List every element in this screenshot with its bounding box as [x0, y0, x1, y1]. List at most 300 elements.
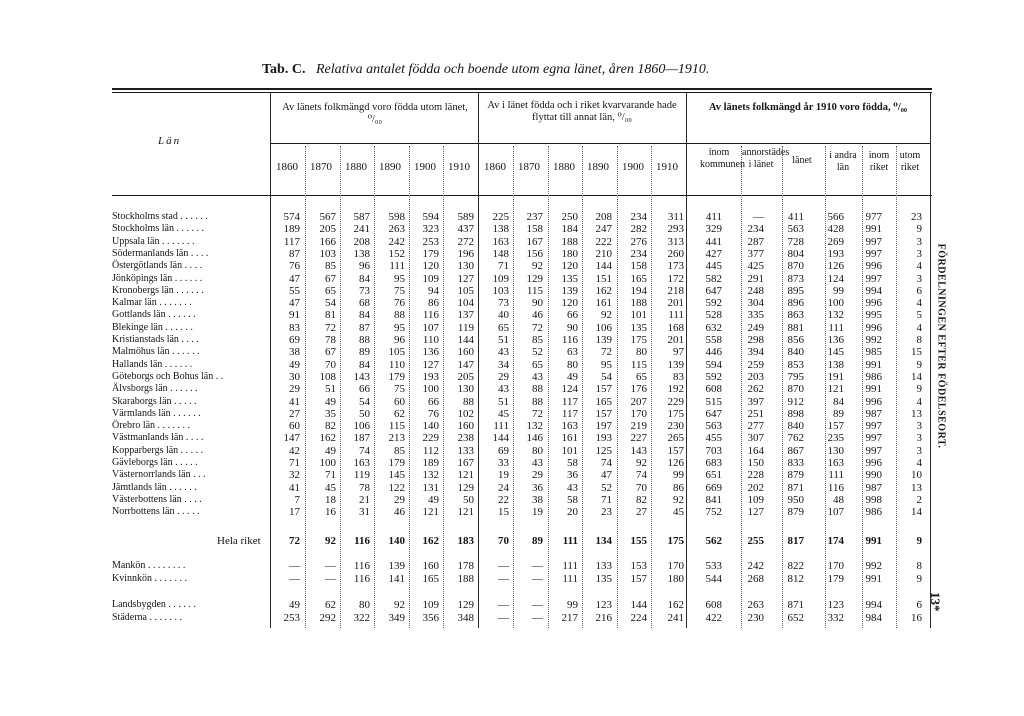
table-cell: 17 [289, 506, 300, 519]
table-cell: 162 [319, 432, 336, 445]
table-cell: 58 [567, 457, 578, 469]
table-cell: 311 [667, 211, 684, 223]
table-cell: 260 [667, 247, 684, 260]
table-cell: 88 [394, 309, 405, 322]
table-cell: 80 [532, 444, 543, 457]
table-cell: 111 [828, 469, 844, 482]
table-cell: 307 [747, 432, 764, 445]
row-label: Kvinnkön . . . . . . . [112, 573, 187, 584]
table-cell: 111 [562, 560, 578, 572]
table-cell: 563 [787, 223, 804, 236]
table-cell: 148 [492, 247, 509, 260]
row-label: Kopparbergs län . . . . . [112, 444, 204, 456]
table-cell: 263 [388, 223, 405, 236]
table-cell: 69 [498, 444, 509, 457]
year-header: 1890 [379, 161, 401, 173]
table-cell: 72 [601, 346, 612, 359]
table-cell: 183 [457, 535, 474, 547]
table-cell: 106 [595, 321, 612, 334]
table-cell: 992 [865, 334, 882, 346]
table-cell: 116 [561, 334, 578, 346]
total-row-label: Hela riket [217, 535, 261, 547]
header-bottom-rule [112, 195, 932, 196]
table-cell: 16 [325, 506, 336, 519]
table-cell: 103 [319, 247, 336, 260]
table-cell: 18 [325, 493, 336, 506]
table-cell: 92 [394, 599, 405, 611]
table-cell: 213 [388, 432, 405, 445]
table-cell: 120 [561, 297, 578, 310]
table-cell: 996 [865, 260, 882, 273]
table-cell: 179 [422, 247, 439, 260]
table-cell: 208 [595, 211, 612, 223]
table-cell: 127 [747, 506, 764, 519]
row-label: Blekinge län . . . . . . [112, 321, 193, 333]
table-cell: 608 [705, 383, 722, 396]
table-cell: 990 [865, 469, 882, 482]
row-label: Värmlands län . . . . . . [112, 407, 201, 419]
table-cell: 997 [865, 235, 882, 248]
table-cell: 173 [667, 260, 684, 273]
table-cell: 121 [422, 506, 439, 519]
table-cell: 230 [667, 420, 684, 433]
table-cell: 292 [319, 612, 336, 624]
table-cell: 158 [526, 223, 543, 236]
table-cell: 179 [388, 457, 405, 469]
table-cell: 158 [630, 260, 647, 273]
table-cell: 269 [827, 235, 844, 248]
table-cell: 598 [388, 211, 405, 223]
table-cell: 163 [561, 420, 578, 433]
table-cell: 188 [630, 297, 647, 310]
row-label: Göteborgs och Bohus län . . [112, 370, 224, 382]
table-cell: 163 [827, 457, 844, 469]
table-cell: 80 [359, 599, 370, 611]
table-cell: 871 [787, 481, 804, 494]
table-cell: 5 [916, 309, 922, 322]
table-cell: 21 [359, 493, 370, 506]
table-cell: 991 [865, 223, 882, 236]
table-cell: 49 [567, 370, 578, 383]
table-cell: 22 [498, 493, 509, 506]
lan-header: Län [158, 135, 182, 147]
table-cell: 437 [457, 223, 474, 236]
table-cell: 397 [747, 395, 764, 408]
table-cell: 16 [911, 612, 922, 624]
table-cell: 116 [353, 573, 370, 585]
table-cell: 65 [532, 358, 543, 371]
table-cell: 157 [667, 444, 684, 457]
row-label: Älvsborgs län . . . . . . [112, 383, 198, 395]
table-cell: 9 [916, 383, 922, 396]
table-cell: 863 [787, 309, 804, 322]
side-heading [930, 226, 952, 466]
table-cell: 8 [916, 334, 922, 346]
table-cell: 121 [457, 506, 474, 519]
table-cell: 119 [353, 469, 370, 482]
table-cell: 31 [359, 506, 370, 519]
table-cell: 205 [319, 223, 336, 236]
table-cell: 13 [911, 481, 922, 494]
table-cell: 83 [673, 370, 684, 383]
table-cell: 515 [705, 395, 722, 408]
table-cell: 574 [283, 211, 300, 223]
table-cell: 71 [601, 493, 612, 506]
table-cell: 632 [705, 321, 722, 334]
table-cell: 950 [787, 493, 804, 506]
table-cell: 235 [827, 432, 844, 445]
table-cell: 566 [827, 211, 844, 223]
table-cell: 162 [595, 284, 612, 297]
table-cell: 90 [567, 321, 578, 334]
year-header: 1900 [622, 161, 644, 173]
table-cell: 348 [457, 612, 474, 624]
table-cell: 208 [353, 235, 370, 248]
table-cell: 349 [388, 612, 405, 624]
table-cell: 207 [630, 395, 647, 408]
year-header: 1890 [587, 161, 609, 173]
table-cell: 41 [289, 481, 300, 494]
table-cell: 86 [673, 481, 684, 494]
table-cell: 156 [526, 247, 543, 260]
table-cell: 234 [630, 247, 647, 260]
table-cell: 8 [916, 560, 922, 572]
table-cell: 126 [667, 457, 684, 469]
table-cell: 228 [747, 469, 764, 482]
table-cell: 277 [747, 420, 764, 433]
table-cell: 165 [595, 395, 612, 408]
table-cell: 157 [595, 383, 612, 396]
row-label: Södermanlands län . . . . [112, 247, 209, 259]
table-cell: 822 [787, 560, 804, 572]
table-cell: — [289, 560, 300, 572]
table-cell: 175 [667, 407, 684, 420]
table-cell: 995 [865, 309, 882, 322]
table-cell: 138 [353, 247, 370, 260]
table-cell: 122 [388, 481, 405, 494]
table-cell: 125 [595, 444, 612, 457]
table-cell: 139 [388, 560, 405, 572]
table-cell: 996 [865, 297, 882, 310]
table-cell: 647 [705, 284, 722, 297]
table-cell: 100 [319, 457, 336, 469]
table-cell: 193 [827, 247, 844, 260]
row-label: Hallands län . . . . . . [112, 358, 193, 370]
table-cell: 377 [747, 247, 764, 260]
table-cell: 817 [787, 535, 804, 547]
table-cell: 111 [389, 260, 405, 273]
row-label: Uppsala län . . . . . . . [112, 235, 195, 247]
table-cell: 669 [705, 481, 722, 494]
table-cell: 78 [325, 334, 336, 346]
table-cell: 166 [319, 235, 336, 248]
table-cell: 987 [865, 481, 882, 494]
table-cell: 178 [457, 560, 474, 572]
year-header: 1880 [345, 161, 367, 173]
table-cell: 9 [916, 573, 922, 585]
table-cell: 51 [498, 395, 509, 408]
table-cell: 4 [916, 395, 922, 408]
table-cell: 14 [911, 370, 922, 383]
table-cell: 242 [388, 235, 405, 248]
year-header: 1880 [553, 161, 575, 173]
table-cell: 804 [787, 247, 804, 260]
table-cell: 242 [747, 560, 764, 572]
table-cell: 251 [747, 407, 764, 420]
table-cell: 63 [567, 346, 578, 359]
table-cell: 323 [422, 223, 439, 236]
table-cell: 170 [667, 560, 684, 572]
table-cell: 84 [359, 309, 370, 322]
table-cell: 179 [827, 573, 844, 585]
table-cell: 76 [428, 407, 439, 420]
table-cell: 262 [747, 383, 764, 396]
table-cell: 996 [865, 321, 882, 334]
table-cell: — [753, 211, 764, 223]
table-cell: 197 [595, 420, 612, 433]
table-cell: 95 [601, 358, 612, 371]
table-cell: 49 [325, 395, 336, 408]
table-cell: 3 [916, 444, 922, 457]
table-cell: 54 [325, 297, 336, 310]
table-cell: 121 [457, 469, 474, 482]
table-cell: 139 [561, 284, 578, 297]
table-cell: 205 [457, 370, 474, 383]
group-header-2: Av i länet födda och i riket kvarvarande hade flyttat till annat län, ⁰/₀₀ [487, 100, 677, 123]
table-cell: 752 [705, 506, 722, 519]
table-cell: 218 [667, 284, 684, 297]
table-cell: 567 [319, 211, 336, 223]
table-cell: 74 [636, 469, 647, 482]
table-cell: 985 [865, 346, 882, 359]
table-cell: 116 [422, 309, 439, 322]
table-cell: 23 [911, 211, 922, 223]
table-cell: 145 [388, 469, 405, 482]
table-cell: 88 [463, 395, 474, 408]
table-cell: 111 [493, 420, 509, 433]
table-cell: 991 [865, 573, 882, 585]
table-cell: 7 [294, 493, 300, 506]
table-cell: 100 [827, 297, 844, 310]
table-cell: 71 [498, 260, 509, 273]
top-rule-thin [112, 92, 932, 93]
table-cell: 75 [394, 383, 405, 396]
table-cell: 82 [636, 493, 647, 506]
sub-header: i andra län [829, 150, 857, 173]
table-cell: 123 [595, 599, 612, 611]
table-cell: 54 [359, 395, 370, 408]
table-cell: 108 [319, 370, 336, 383]
table-cell: 45 [673, 506, 684, 519]
row-label: Gävleborgs län . . . . . [112, 457, 198, 468]
table-cell: 51 [325, 383, 336, 396]
table-cell: 29 [289, 383, 300, 396]
table-cell: — [498, 612, 509, 624]
table-cell: 99 [833, 284, 844, 297]
table-cell: 45 [498, 407, 509, 420]
table-cell: 4 [916, 321, 922, 334]
table-cell: 194 [630, 284, 647, 297]
table-cell: 9 [916, 535, 922, 547]
table-cell: 997 [865, 444, 882, 457]
table-cell: 69 [289, 334, 300, 346]
table-cell: 229 [667, 395, 684, 408]
row-label: Städerna . . . . . . . [112, 612, 182, 623]
table-cell: 62 [325, 599, 336, 611]
table-cell: 139 [595, 334, 612, 346]
table-cell: 179 [388, 370, 405, 383]
table-cell: 43 [498, 383, 509, 396]
table-cell: 168 [667, 321, 684, 334]
table-cell: 91 [289, 309, 300, 322]
table-cell: 51 [498, 334, 509, 346]
table-cell: 129 [457, 481, 474, 494]
table-cell: 72 [532, 407, 543, 420]
table-cell: 193 [422, 370, 439, 383]
table-cell: 996 [865, 457, 882, 469]
table-cell: 82 [325, 420, 336, 433]
table-cell: 60 [289, 420, 300, 433]
table-cell: 85 [325, 260, 336, 273]
table-cell: 896 [787, 297, 804, 310]
table-cell: 15 [911, 346, 922, 359]
table-cell: 29 [394, 493, 405, 506]
table-number: Tab. C. [262, 62, 306, 77]
table-cell: 984 [865, 612, 882, 624]
table-cell: 136 [827, 334, 844, 346]
table-cell: 95 [394, 272, 405, 285]
table-cell: 3 [916, 272, 922, 285]
table-cell: 86 [428, 297, 439, 310]
table-cell: 977 [865, 211, 882, 223]
table-cell: 35 [325, 407, 336, 420]
table-cell: 43 [498, 346, 509, 359]
table-cell: 841 [705, 493, 722, 506]
table-cell: 3 [916, 247, 922, 260]
table-cell: 322 [353, 612, 370, 624]
table-cell: 85 [394, 444, 405, 457]
table-cell: 121 [827, 383, 844, 396]
table-cell: 912 [787, 395, 804, 408]
table-cell: — [498, 560, 509, 572]
table-cell: 144 [595, 260, 612, 273]
table-cell: 109 [747, 493, 764, 506]
table-cell: 840 [787, 420, 804, 433]
table-cell: 65 [325, 284, 336, 297]
row-label: Örebro län . . . . . . . [112, 420, 191, 432]
table-cell: 60 [394, 395, 405, 408]
table-cell: 112 [422, 444, 439, 457]
table-cell: 651 [705, 469, 722, 482]
table-cell: 544 [705, 573, 722, 585]
page-number: 13* [928, 592, 943, 612]
table-cell: 66 [359, 383, 370, 396]
table-cell: 123 [827, 599, 844, 611]
table-cell: 163 [492, 235, 509, 248]
table-cell: 140 [422, 420, 439, 433]
side-heading-text: FÖRDELNINGEN EFTER FÖDELSEORT. [935, 243, 947, 449]
table-cell: 812 [787, 573, 804, 585]
table-cell: 132 [526, 420, 543, 433]
sub-header: länet [792, 155, 812, 166]
year-header: 1910 [448, 161, 470, 173]
table-cell: 445 [705, 260, 722, 273]
table-cell: 152 [388, 247, 405, 260]
table-cell: 165 [422, 573, 439, 585]
table-cell: 95 [394, 321, 405, 334]
table-cell: 237 [526, 211, 543, 223]
table-cell: 987 [865, 407, 882, 420]
table-cell: 153 [630, 560, 647, 572]
group-rule [270, 143, 930, 144]
table-cell: 119 [457, 321, 474, 334]
table-cell: 428 [827, 223, 844, 236]
table-cell: 455 [705, 432, 722, 445]
table-cell: 247 [595, 223, 612, 236]
row-label: Malmöhus län . . . . . . [112, 346, 200, 358]
table-cell: 66 [428, 395, 439, 408]
table-cell: 422 [705, 612, 722, 624]
table-cell: 196 [457, 247, 474, 260]
table-cell: 241 [353, 223, 370, 236]
table-cell: 40 [498, 309, 509, 322]
table-cell: 117 [561, 395, 578, 408]
table-cell: 94 [428, 284, 439, 297]
table-cell: 255 [747, 535, 764, 547]
table-cell: 997 [865, 420, 882, 433]
table-cell: 446 [705, 346, 722, 359]
table-cell: 867 [787, 444, 804, 457]
group-header-1: Av länets folkmängd voro födda utom länet, ⁰/₀₀ [282, 102, 468, 125]
table-cell: 162 [667, 599, 684, 611]
row-label: Östergötlands län . . . . [112, 260, 203, 272]
table-cell: 879 [787, 506, 804, 519]
table-cell: 110 [422, 334, 439, 346]
table-cell: 131 [422, 481, 439, 494]
table-cell: 135 [630, 321, 647, 334]
table-cell: 332 [827, 612, 844, 624]
table-cell: 52 [532, 346, 543, 359]
table-cell: 92 [636, 457, 647, 469]
table-cell: 65 [498, 321, 509, 334]
table-cell: 105 [457, 284, 474, 297]
table-cell: 160 [422, 560, 439, 572]
table-cell: 234 [630, 211, 647, 223]
table-cell: 33 [498, 457, 509, 469]
table-cell: 157 [595, 407, 612, 420]
table-cell: 89 [532, 535, 543, 547]
table-cell: 994 [865, 284, 882, 297]
table-cell: 50 [359, 407, 370, 420]
table-cell: 65 [636, 370, 647, 383]
year-header: 1860 [276, 161, 298, 173]
table-cell: 49 [428, 493, 439, 506]
table-cell: 110 [388, 358, 405, 371]
table-cell: 870 [787, 383, 804, 396]
table-cell: 592 [705, 370, 722, 383]
table-cell: 116 [827, 481, 844, 494]
table-cell: 120 [422, 260, 439, 273]
table-cell: 291 [747, 272, 764, 285]
table-cell: 157 [630, 573, 647, 585]
table-cell: 652 [787, 612, 804, 624]
table-cell: 216 [595, 612, 612, 624]
table-cell: 160 [457, 346, 474, 359]
table-cell: 833 [787, 457, 804, 469]
table-cell: 109 [422, 599, 439, 611]
table-cell: 9 [916, 223, 922, 236]
table-cell: 856 [787, 334, 804, 346]
